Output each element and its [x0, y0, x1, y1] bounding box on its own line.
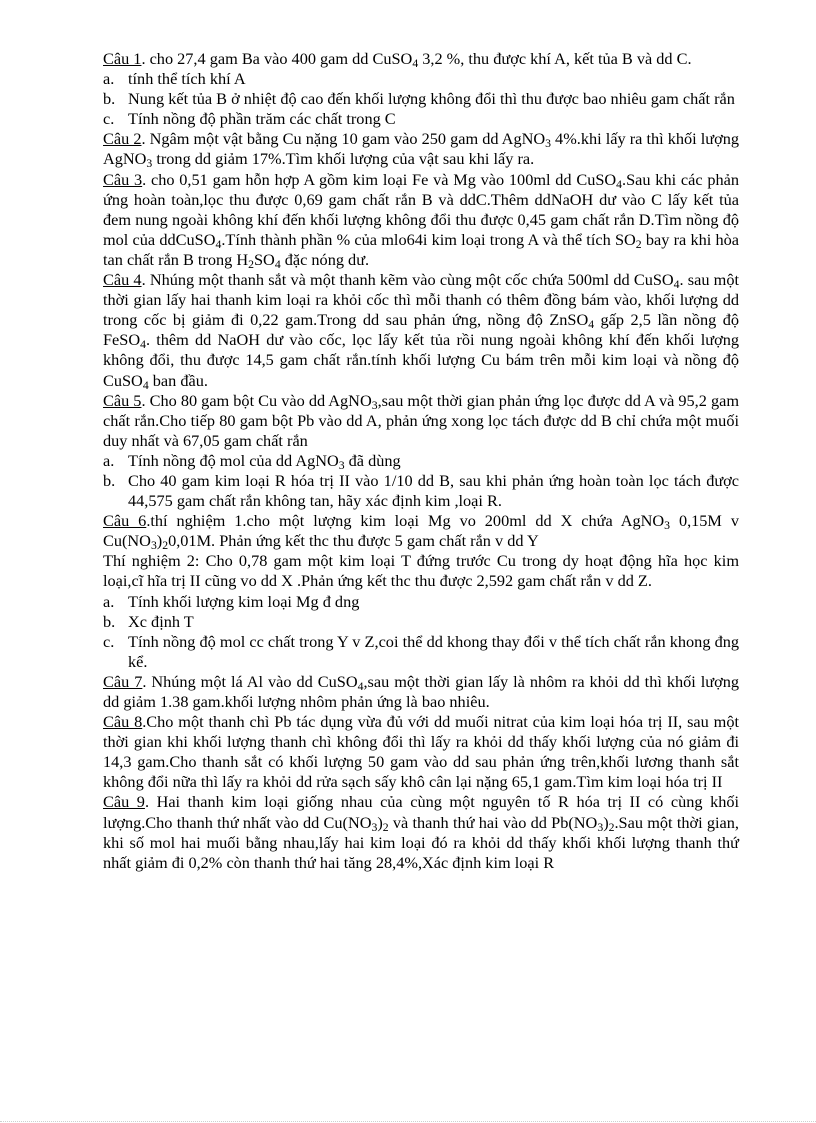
question-6: Câu 6.thí nghiệm 1.cho một lượng kim loại Mg vo 200ml dd X chứa AgNO$_3$ 0,15M v $Cu(NO_3)_20,01M$. Phản ứng kết thc thu được 5 gam chất rắn v dd Y: [103, 511, 739, 553]
question-4: Câu 4. Nhúng một thanh sắt và một thanh kẽm vào cùng một cốc chứa 500ml dd CuSO$_4$. sau một thời gian lấy hai thanh kim loại ra khỏi cốc thì mỗi thanh có thêm đồng bám vào, khối lượng dd trong cốc bị giảm đi 0,22 gam.Trong dd sau phản ứng, nồng độ ZnSO$_4$ gấp 2,5 lần nồng độ FeSO$_4$. thêm dd NaOH dư vào cốc, lọc lấy kết tủa rồi nung ngoài không khí đến khối lượng không đổi, thu được 14,5 gam chất rắn.tính khối lượng Cu bám trên mỗi kim loại và nồng độ CuSO$_4$ ban đầu.: [103, 270, 739, 392]
list-item: a. Tính nồng độ mol của dd AgNO$_3$ đã dùng: [103, 450, 401, 472]
list-item: b. Cho 40 gam kim loại R hóa trị II vào 1/10 dd B, sau khi phản ứng hoàn toàn lọc tách được 44,575 gam chất rắn không tan, hãy xác định kim ,loại R.: [103, 470, 739, 511]
question-label: Câu 2: [103, 129, 142, 149]
question-label: Câu 4: [103, 270, 142, 290]
page-bottom-divider: [0, 1121, 816, 1122]
list-item: a. tính thể tích khí A: [103, 69, 246, 89]
question-label: Câu 5: [103, 390, 142, 410]
list-item: a. Tính khối lượng kim loại Mg đ dng: [103, 591, 360, 611]
question-label: Câu 7: [103, 671, 143, 691]
question-label: Câu 6: [103, 511, 147, 531]
question-1: Câu 1. cho 27,4 gam Ba vào 400 gam dd CuSO$_4$ 3,2 %, thu được khí A, kết tủa B và dd C.: [103, 49, 692, 70]
question-2: Câu 2. Ngâm một vật bằng Cu nặng 10 gam vào 250 gam dd AgNO$_3$ 4%.khi lấy ra thì khối lượng AgNO$_3$ trong dd giảm 17%.Tìm khối lượng của vật sau khi lấy ra.: [103, 129, 740, 171]
document-page: [103, 49, 739, 873]
list-item: b. Nung kết tủa B ở nhiệt độ cao đến khối lượng không đổi thì thu được bao nhiêu gam chất rắn: [103, 89, 735, 109]
question-9: Câu 9. Hai thanh kim loại giống nhau của cùng một nguyên tố R hóa trị II có cùng khối lượng.Cho thanh thứ nhất vào dd $Cu(NO_3)_2$ và thanh thứ hai vào dd $Pb(NO_3)_2.Sau$ một thời gian, khi số mol hai muối bằng nhau,lấy hai kim loại đó ra khỏi dd thấy khối khối lượng thanh thứ nhất giảm đi 0,2% còn thanh thứ hai tăng 28,4%,Xác định kim loại R: [103, 792, 740, 872]
experiment-2-text: Thí nghiệm 2: Cho 0,78 gam một kim loại T đứng trước Cu trong dy hoạt động hĩa học kim loại,cĩ hĩa trị II cũng vo dd X .Phản ứng kết thc thu được 2,592 gam chất rắn v dd Z.: [103, 551, 739, 591]
question-7: Câu 7. Nhúng một lá Al vào dd CuSO$_4$,sau một thời gian lấy là nhôm ra khỏi dd thì khối lượng dd giảm 1.38 gam.khối lượng nhôm phản ứng là bao nhiêu.: [103, 671, 739, 711]
question-label: Câu 9: [103, 792, 145, 812]
question-label: Câu 8: [103, 712, 143, 732]
question-5: Câu 5. Cho 80 gam bột Cu vào dd AgNO$_3$,sau một thời gian phản ứng lọc được dd A và 95,2 gam chất rắn.Cho tiếp 80 gam bột Pb vào dd A, phản ứng xong lọc tách được dd B chỉ chứa một muối duy nhất và 67,05 gam chất rắn: [103, 390, 739, 450]
list-item: c. Tính nồng độ phần trăm các chất trong C: [103, 109, 396, 129]
list-item: c. Tính nồng độ mol cc chất trong Y v Z,coi thể dd khong thay đổi v thể tích chất rắn khong đng kể.: [103, 631, 739, 671]
question-3: Câu 3. cho 0,51 gam hỗn hợp A gồm kim loại Fe và Mg vào 100ml dd CuSO$_4$.Sau khi các phản ứng hoàn toàn,lọc thu được 0,69 gam chất rắn B và ddC.Thêm ddNaOH dư vào C lấy kết tủa đem nung ngoài không khí đến khối lượng không đổi thu được 0,45 gam chất rắn D.Tìm nồng độ mol của ddCuSO$_4$.Tính thành phần % của mlo64i kim loại trong A và thể tích $SO_2$ bay ra khi hòa tan chất rắn B trong $H_2SO_4$ đặc nóng dư.: [103, 169, 739, 271]
question-label: Câu 1: [103, 49, 142, 68]
list-item: b. Xc định T: [103, 611, 194, 631]
question-8: Câu 8.Cho một thanh chì Pb tác dụng vừa đủ với dd muối nitrat của kim loại hóa trị II, sau một thời gian khi khối lượng thanh chì không đổi thì lấy ra khỏi dd thấy khối lượng của nó giảm đi 14,3 gam.Cho thanh sắt có khối lượng 50 gam vào dd sau phản ứng trên,khối lương thanh sắt không đổi nữa thì lấy ra khỏi dd rửa sạch sấy khô cân lại nặng 65,1 gam.Tìm kim loại hóa trị II: [103, 712, 739, 792]
question-label: Câu 3: [103, 169, 143, 189]
